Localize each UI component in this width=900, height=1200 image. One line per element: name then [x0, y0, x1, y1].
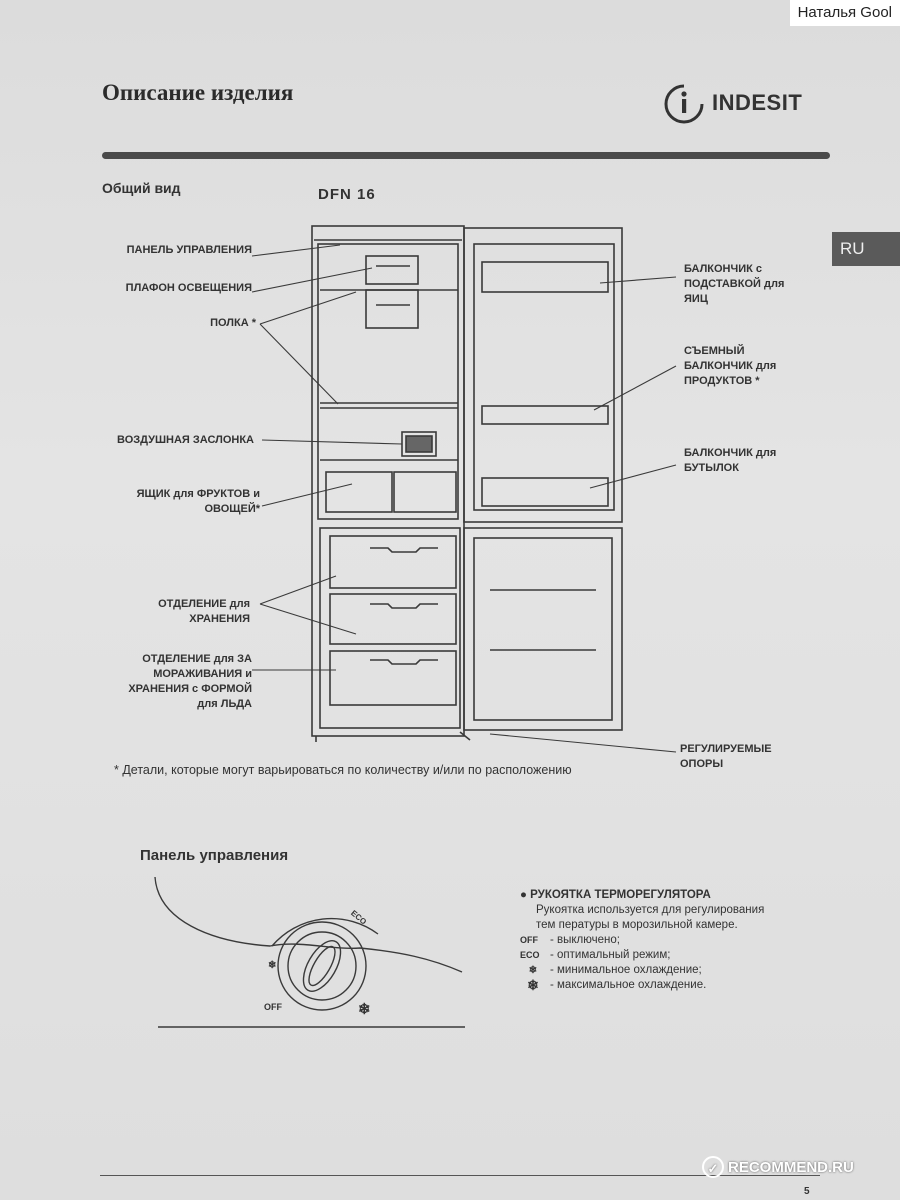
- legend-row: ❄ - минимальное охлаждение;: [528, 964, 702, 976]
- label-egg-balcony: БАЛКОНЧИК с ПОДСТАВКОЙ для ЯИЦ: [684, 263, 785, 305]
- freezer-drawer-2: [330, 594, 456, 644]
- label-crisper: ЯЩИК для ФРУКТОВ и ОВОЩЕЙ*: [136, 488, 260, 515]
- egg-balcony: [482, 262, 608, 292]
- thermostat-heading: ● РУКОЯТКА ТЕРМОРЕГУЛЯТОРА: [520, 889, 711, 901]
- section-overview-label: Общий вид: [102, 180, 181, 196]
- snowflake-min-icon: ❄: [268, 960, 277, 971]
- label-storage: ОТДЕЛЕНИЕ для ХРАНЕНИЯ: [158, 598, 250, 625]
- snowflake-max-icon: ❄: [358, 1001, 371, 1018]
- thermostat-dial: [278, 922, 366, 1010]
- label-control-panel: ПАНЕЛЬ УПРАВЛЕНИЯ: [126, 244, 252, 256]
- model-name: DFN 16: [318, 186, 376, 203]
- freezer-drawer-3: [330, 651, 456, 705]
- user-watermark: Наталья Gool: [790, 0, 900, 26]
- removable-balcony: [482, 406, 608, 424]
- thermostat-desc-1: Рукоятка используется для регулирования: [536, 904, 765, 916]
- footnote: * Детали, которые могут варьироваться по количеству и/или по расположению: [114, 763, 572, 777]
- freezer-compartment: [320, 528, 460, 728]
- page-title: Описание изделия: [102, 80, 294, 105]
- control-panel-illustration: [155, 877, 465, 1027]
- label-air-damper: ВОЗДУШНАЯ ЗАСЛОНКА: [117, 434, 254, 446]
- fridge-compartment: [318, 244, 458, 519]
- dial-off-label: OFF: [264, 1002, 282, 1012]
- light-unit: [366, 256, 418, 284]
- site-badge: [702, 1156, 854, 1178]
- bullet-icon: ●: [520, 889, 531, 901]
- label-removable-balcony: СЪЕМНЫЙ БАЛКОНЧИК для ПРОДУКТОВ *: [684, 345, 777, 387]
- control-panel-title: Панель управления: [140, 847, 289, 864]
- language-tab: RU: [832, 232, 900, 266]
- crisper-right: [394, 472, 456, 512]
- brand-name: INDESIT: [712, 90, 803, 115]
- thermostat-desc-2: тем пературы в морозильной камере.: [536, 919, 738, 931]
- bottle-balcony: [482, 478, 608, 506]
- thermostat-description: [520, 888, 764, 993]
- label-freezing: ОТДЕЛЕНИЕ для ЗА МОРАЖИВАНИЯ и ХРАНЕНИЯ с ФОРМОЙ для ЛЬДА: [128, 653, 252, 710]
- label-light: ПЛАФОН ОСВЕЩЕНИЯ: [125, 282, 252, 294]
- freezer-drawer-1: [330, 536, 456, 588]
- label-bottle-balcony: БАЛКОНЧИК для БУТЫЛОК: [684, 447, 777, 474]
- page-number: 5: [804, 1186, 810, 1197]
- legend-row: ECO - оптимальный режим;: [520, 949, 671, 961]
- dial-eco-label: ECO: [349, 908, 369, 927]
- label-shelf: ПОЛКА *: [210, 317, 256, 329]
- label-adjustable-feet: РЕГУЛИРУЕМЫЕ ОПОРЫ: [680, 743, 772, 770]
- recommend-logo-icon: ✓: [702, 1156, 724, 1178]
- legend-row: OFF - выключено;: [520, 934, 620, 946]
- legend-row: ❄ - максимальное охлаждение.: [527, 977, 707, 993]
- site-badge-text: RECOMMEND.RU: [728, 1158, 854, 1176]
- freezer-door: [464, 528, 622, 730]
- crisper-left: [326, 472, 392, 512]
